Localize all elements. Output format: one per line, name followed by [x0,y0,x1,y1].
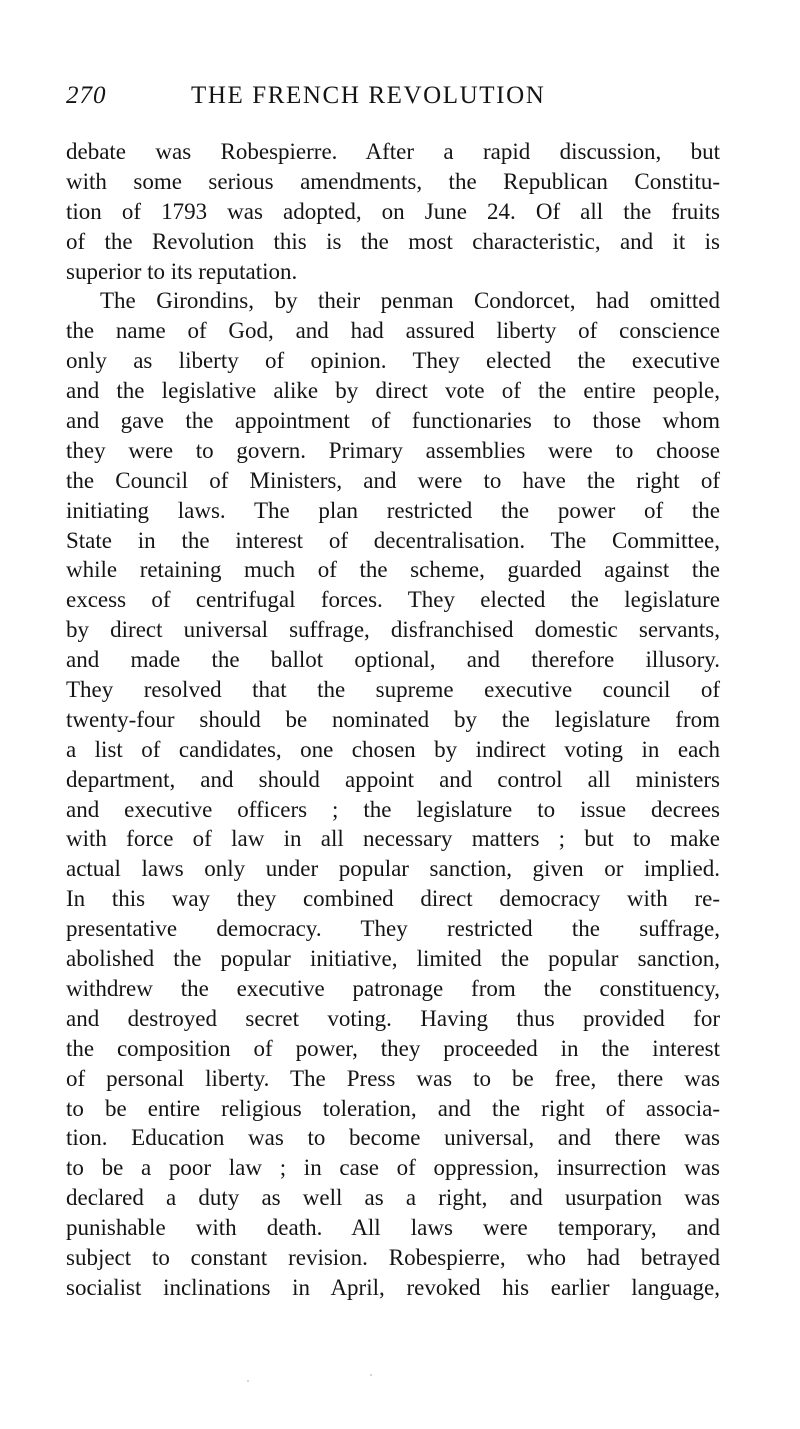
running-header [66,82,726,116]
text-line: and the legislative alike by direct vote of the entire people, [66,378,720,404]
text-line: presentative democracy. They restricted the suffrage, [66,916,720,942]
text-line: actual laws only under popular sanction, given or implied. [66,856,720,882]
text-line: declared a duty as well as a right, and usurpation was [66,1185,720,1211]
text-line: They resolved that the supreme executive council of [66,677,720,703]
text-line: and destroyed secret voting. Having thus provided for [66,1005,720,1031]
text-line: In this way they combined direct democracy with re- [66,886,720,912]
text-line: a list of candidates, one chosen by indirect voting in each [66,736,720,762]
text-line: while retaining much of the scheme, guarded against the [66,557,720,583]
text-line: to be a poor law ; in case of oppression, insurrection was [66,1155,720,1181]
text-line: tion. Education was to become universal, and there was [66,1125,720,1151]
text-line: of personal liberty. The Press was to be free, there was [66,1065,720,1091]
scan-speck [370,1374,372,1376]
text-line: they were to govern. Primary assemblies were to choose [66,437,720,463]
text-line: subject to constant revision. Robespierre, who had betrayed [66,1244,720,1270]
text-line: withdrew the executive patronage from the constituency, [66,975,720,1001]
text-line: with force of law in all necessary matters ; but to make [66,826,720,852]
body-text [66,137,720,1303]
text-line: abolished the popular initiative, limited the popular sanction, [66,946,720,972]
text-line: with some serious amendments, the Republican Constitu- [66,168,720,194]
text-line: socialist inclinations in April, revoked his earlier language, [66,1274,720,1300]
text-line: and made the ballot optional, and therefore illusory. [66,647,720,673]
text-line: of the Revolution this is the most characteristic, and it is [66,228,720,254]
text-line: The Girondins, by their penman Condorcet, had omitted [100,288,720,314]
text-line: twenty-four should be nominated by the legislature from [66,706,720,732]
text-line: State in the interest of decentralisation. The Committee, [66,527,720,553]
running-title: THE FRENCH REVOLUTION [191,82,546,109]
text-line: only as liberty of opinion. They elected the executive [66,348,720,374]
text-line: department, and should appoint and control all ministers [66,766,720,792]
text-line: tion of 1793 was adopted, on June 24. Of all the fruits [66,198,720,224]
text-line: the composition of power, they proceeded in the interest [66,1035,720,1061]
text-line: to be entire religious toleration, and the right of associa- [66,1095,720,1121]
text-line: initiating laws. The plan restricted the power of the [66,497,720,523]
paragraph [66,137,720,286]
text-line: the Council of Ministers, and were to have the right of [66,467,720,493]
text-line: excess of centrifugal forces. They elected the legislature [66,587,720,613]
text-line: debate was Robespierre. After a rapid discussion, but [66,139,720,164]
text-line: superior to its reputation. [66,258,298,284]
scan-speck [247,1380,249,1382]
text-line: by direct universal suffrage, disfranchised domestic servants, [66,617,720,643]
paragraph [66,286,720,1302]
text-line: and executive officers ; the legislature to issue decrees [66,796,720,822]
text-line: punishable with death. All laws were temporary, and [66,1215,720,1241]
page-number: 270 [66,82,107,109]
text-line: the name of God, and had assured liberty of conscience [66,318,720,344]
text-line: and gave the appointment of functionaries to those whom [66,408,720,434]
